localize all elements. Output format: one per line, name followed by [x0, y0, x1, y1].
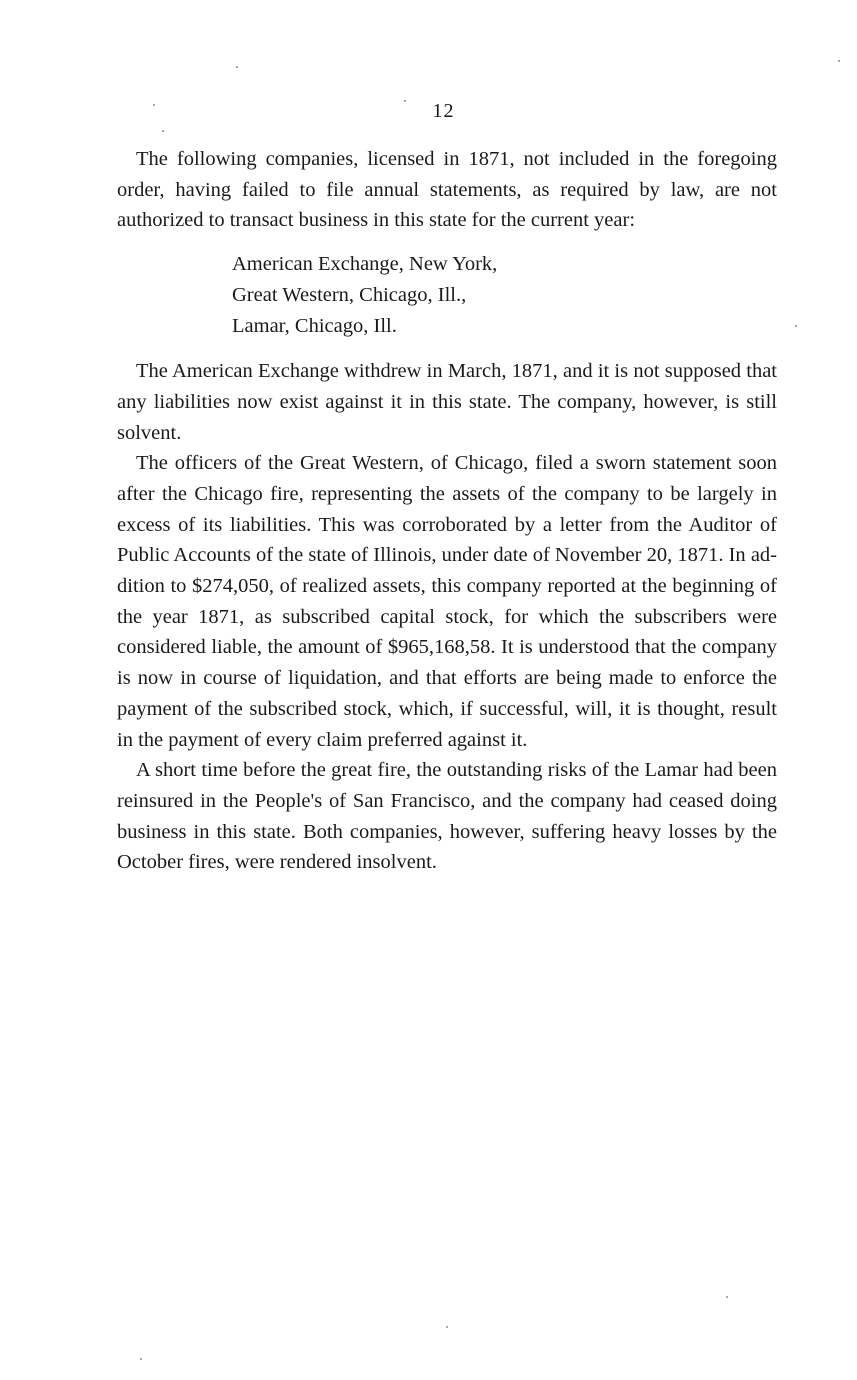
scan-speck — [153, 104, 155, 106]
scan-speck — [140, 1358, 142, 1360]
page-number: 12 — [432, 100, 455, 122]
list-item: Great Western, Chicago, Ill., — [232, 284, 467, 307]
paragraph-great-western: The officers of the Great Western, of Chicago, filed a sworn statement soon after the Chicago fire, representing the assets of the company to be largely in excess of its liabilities. This was corroborated by a letter from the Auditor of Public Accounts of the state of Illinois, under date of November 20, 1871. In addition to $274,050, of realized assets, this company reported at the beginning of the year 1871, as subscribed capital stock, for which the subscribers were considered liable, the amount of $965,168,58. It is understood that the company is now in course of liquidation, and that efforts are being made to enforce the payment of the subscribed stock, which, if successful, will, it is thought, result in the payment of every claim preferred against it. — [117, 452, 777, 751]
company-list — [232, 249, 777, 342]
paragraph-american-exchange: The American Exchange withdrew in March, 1871, and it is not supposed that any liabilities now exist against it in this state. The company, however, is still solvent. — [117, 360, 777, 444]
scan-speck — [446, 1326, 448, 1328]
scan-speck — [726, 1296, 728, 1298]
list-item: American Exchange, New York, — [232, 253, 498, 276]
paragraph-lamar: A short time before the great fire, the outstanding risks of the Lamar had been reinsured in the People's of San Francisco, and the company had ceased doing business in this state. Both companies, however, suffering heavy losses by the October fires, were rendered insolvent. — [117, 759, 777, 874]
scan-speck — [795, 325, 797, 327]
scan-speck — [404, 100, 406, 102]
list-item: Lamar, Chicago, Ill. — [232, 315, 397, 338]
scan-speck — [236, 66, 238, 68]
scan-speck — [838, 60, 840, 62]
scan-speck — [162, 130, 164, 132]
body-text — [117, 144, 777, 878]
intro-paragraph: The following companies, licensed in 1871, not included in the foregoing order, having failed to file annual statements, as required by law, are not authorized to transact business in this state for the current year: — [117, 148, 777, 232]
